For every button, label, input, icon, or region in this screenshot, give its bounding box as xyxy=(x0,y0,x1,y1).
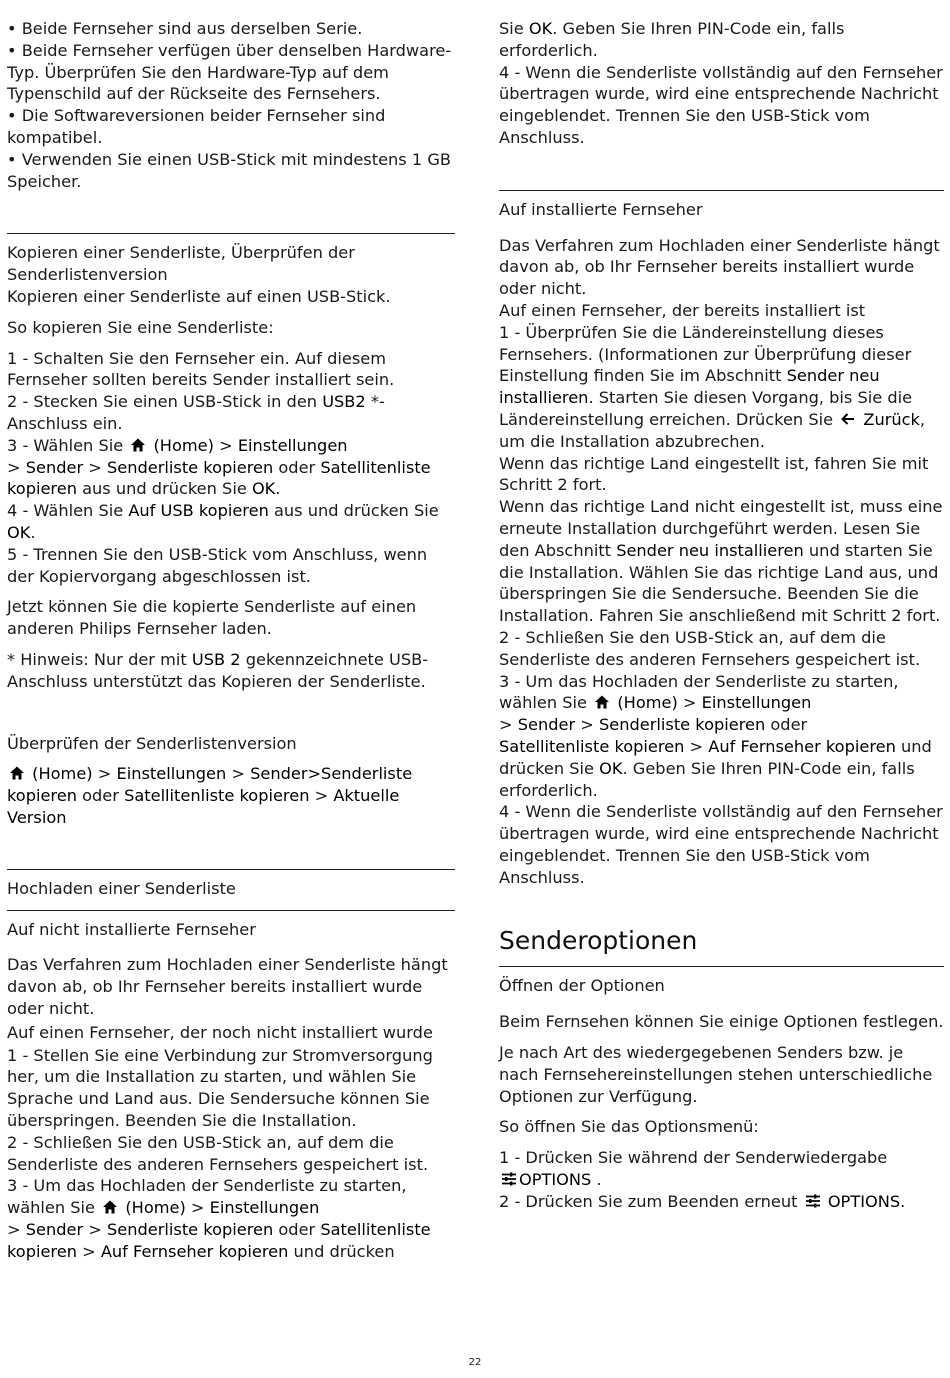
installed-intro: Das Verfahren zum Hochladen einer Senderliste hängt davon ab, ob Ihr Fernseher bereits installiert wurde oder nicht. xyxy=(499,235,940,299)
installed-step-3: 3 - Um das Hochladen der Senderliste zu starten, wählen Sie (Home) > Einstellungen > Sender > Senderliste kopieren oder Satellitenliste kopieren > Auf Fernseher kopieren und drücken Sie OK. Geben Sie Ihren PIN-Code ein, falls erforderlich. xyxy=(499,671,932,800)
options-step-2: 2 - Drücken Sie zum Beenden erneut OPTIONS. xyxy=(499,1191,906,1211)
divider xyxy=(499,966,944,967)
copy-step-3: 3 - Wählen Sie (Home) > Einstellungen > Sender > Senderliste kopieren oder Satellitenliste kopieren aus und drücken Sie OK. xyxy=(7,435,431,499)
page-number: 22 xyxy=(468,1357,482,1368)
subheading-already-installed: Auf einen Fernseher, der bereits installiert ist xyxy=(499,300,866,320)
upload-step-4: 4 - Wenn die Senderliste vollständig auf den Fernseher übertragen wurde, wird eine entsprechende Nachricht eingeblendet. Trennen Sie den USB-Stick vom Anschluss. xyxy=(499,62,943,147)
back-arrow-icon xyxy=(840,411,856,427)
section-heading-copy: Kopieren einer Senderliste, Überprüfen der Senderlistenversion xyxy=(7,243,355,285)
installed-step-1: 1 - Überprüfen Sie die Ländereinstellung dieses Fernsehers. (Informationen zur Überprüfung dieser Einstellung finden Sie im Abschnitt Sender neu installieren. Starten Sie diesen Vorgang, bis Sie die Ländereinstellung erreichen. Drücken Sie Zurück, um die Installation abzubrechen. xyxy=(499,322,926,451)
copy-note: * Hinweis: Nur der mit USB 2 gekennzeichnete USB-Anschluss unterstützt das Kopieren der Senderliste. xyxy=(7,649,429,691)
copy-step-5: 5 - Trennen Sie den USB-Stick vom Anschluss, wenn der Kopiervorgang abgeschlossen ist. xyxy=(7,544,428,586)
divider xyxy=(7,869,455,870)
options-para-2: Je nach Art des wiedergegebenen Senders bzw. je nach Fernsehereinstellungen stehen unterschiedliche Optionen zur Verfügung. xyxy=(499,1043,933,1106)
upload-step-2: 2 - Schließen Sie den USB-Stick an, auf dem die Senderliste des anderen Fernsehers gespeichert ist. xyxy=(7,1132,429,1174)
subheading-not-yet-installed: Auf einen Fernseher, der noch nicht installiert wurde xyxy=(7,1022,433,1042)
copy-step-2: 2 - Stecken Sie einen USB-Stick in den USB2 *-Anschluss ein. xyxy=(7,392,385,433)
installed-step-2: 2 - Schließen Sie den USB-Stick an, auf dem die Senderliste des anderen Fernsehers gespeichert ist. xyxy=(499,627,921,669)
bullet-3: • Die Softwareversionen beider Fernseher sind kompatibel. xyxy=(7,106,386,147)
options-icon xyxy=(805,1193,821,1209)
copy-result: Jetzt können Sie die kopierte Senderliste auf einen anderen Philips Fernseher laden. xyxy=(7,597,417,639)
subheading-copy-usb: Kopieren einer Senderliste auf einen USB-Stick. xyxy=(7,286,391,306)
copy-step-1: 1 - Schalten Sie den Fernseher ein. Auf diesem Fernseher sollten bereits Sender installiert sein. xyxy=(7,348,395,390)
upload-intro: Das Verfahren zum Hochladen einer Senderliste hängt davon ab, ob Ihr Fernseher bereits installiert wurde oder nicht. xyxy=(7,955,448,1018)
home-icon xyxy=(594,694,610,710)
installed-wrong-country: Wenn das richtige Land nicht eingestellt ist, muss eine erneute Installation durchgeführt werden. Lesen Sie den Abschnitt Sender neu installieren und starten Sie die Installation. Wählen Sie das richtige Land aus, und überspringen Sie die Sendersuche. Beenden Sie die Installation. Fahren Sie anschließend mit Schritt 2 fort. xyxy=(499,497,943,626)
divider xyxy=(7,233,455,234)
upload-step-1: 1 - Stellen Sie eine Verbindung zur Stromversorgung her, um die Installation zu starten, und wählen Sie Sprache und Land aus. Die Sendersuche können Sie überspringen. Beenden Sie die Installation. xyxy=(7,1045,433,1131)
installed-step-4: 4 - Wenn die Senderliste vollständig auf den Fernseher übertragen wurde, wird eine entsprechende Nachricht eingeblendet. Trennen Sie den USB-Stick vom Anschluss. xyxy=(499,802,943,887)
subheading-installed: Auf installierte Fernseher xyxy=(499,199,703,219)
bullet-4: • Verwenden Sie einen USB-Stick mit mindestens 1 GB Speicher. xyxy=(7,149,451,191)
subheading-open-options: Öffnen der Optionen xyxy=(499,976,665,996)
section-heading-check: Überprüfen der Senderlistenversion xyxy=(7,733,297,753)
home-icon xyxy=(9,765,25,781)
subheading-not-installed: Auf nicht installierte Fernseher xyxy=(7,919,256,939)
upload-step-3-continued: Sie OK. Geben Sie Ihren PIN-Code ein, falls erforderlich. xyxy=(499,19,845,60)
section-title-options: Senderoptionen xyxy=(499,926,698,956)
options-step-1: 1 - Drücken Sie während der Senderwiedergabe OPTIONS . xyxy=(499,1148,888,1190)
divider xyxy=(499,190,944,191)
bullet-2: • Beide Fernseher verfügen über denselben Hardware-Typ. Überprüfen Sie den Hardware-Typ auf dem Typenschild auf der Rückseite des Fernsehers. xyxy=(7,40,452,104)
right-column xyxy=(499,18,944,1213)
left-column xyxy=(7,18,455,1263)
options-para-1: Beim Fernsehen können Sie einige Optionen festlegen. xyxy=(499,1012,944,1032)
copy-intro: So kopieren Sie eine Senderliste: xyxy=(7,317,274,337)
home-icon xyxy=(130,437,146,453)
bullet-1: • Beide Fernseher sind aus derselben Serie. xyxy=(7,19,363,38)
divider xyxy=(7,910,455,911)
options-icon xyxy=(501,1171,517,1187)
home-icon xyxy=(102,1199,118,1215)
installed-right-country: Wenn das richtige Land eingestellt ist, fahren Sie mit Schritt 2 fort. xyxy=(499,453,929,495)
check-path: (Home) > Einstellungen > Sender>Senderliste kopieren oder Satellitenliste kopieren > Aktuelle Version xyxy=(7,764,413,827)
copy-step-4: 4 - Wählen Sie Auf USB kopieren aus und drücken Sie OK. xyxy=(7,501,439,542)
options-para-3: So öffnen Sie das Optionsmenü: xyxy=(499,1117,759,1137)
section-heading-upload: Hochladen einer Senderliste xyxy=(7,878,236,898)
upload-step-3: 3 - Um das Hochladen der Senderliste zu starten, wählen Sie (Home) > Einstellungen > Sender > Senderliste kopieren oder Satellitenliste kopieren > Auf Fernseher kopieren und drücken xyxy=(7,1176,431,1261)
